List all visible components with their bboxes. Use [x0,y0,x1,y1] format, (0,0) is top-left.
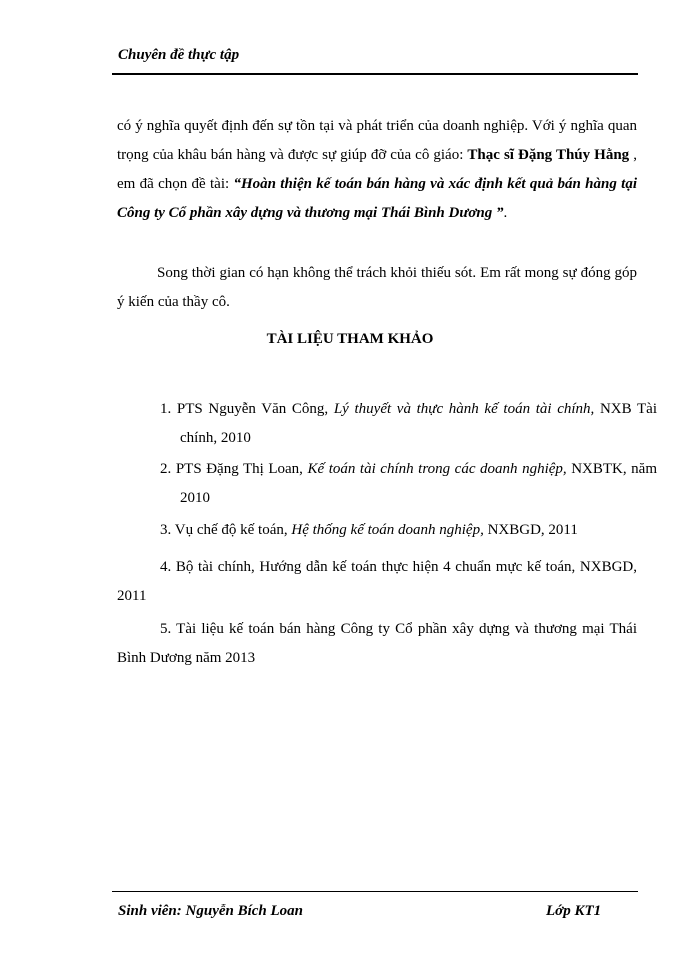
reference-item [160,516,637,545]
ref-author: PTS Nguyễn Văn Công, [176,401,334,417]
ref-text: Bộ tài chính, Hướng dẫn kế toán thực hiện 4 chuẩn mực kế toán, NXBGD, 2011 [117,559,637,604]
thesis-topic: “Hoàn thiện kế toán bán hàng và xác định kết quả bán hàng tại Công ty Cổ phần xây dựng và thương mại Thái Bình Dương ” [117,176,638,221]
p1-text-b: , em đã chọn đề tài: [117,147,637,192]
ref-title: Kế toán tài chính trong các doanh nghiệp, [307,461,567,477]
p1-text-c: . [503,205,508,221]
ref-publisher: NXB Tài chính, 2010 [180,401,657,446]
ref-text: Tài liệu kế toán bán hàng Công ty Cổ phần xây dựng và thương mại Thái Bình Dương năm 2013 [117,621,637,666]
reference-item [160,455,657,513]
reference-item [160,395,657,453]
ref-number: 2. [160,461,172,477]
ref-publisher: NXBTK, năm 2010 [180,461,658,506]
ref-number: 1. [160,401,172,417]
page-header-title: Chuyên đề thực tập [118,47,240,63]
ref-title: Hệ thống kế toán doanh nghiệp, [291,522,484,538]
teacher-name: Thạc sĩ Đặng Thúy Hằng [467,147,630,163]
references-heading: TÀI LIỆU THAM KHẢO [266,331,434,347]
ref-number: 4. [160,559,172,575]
ref-author: Vụ chế độ kế toán, [174,522,292,538]
footer-class: Lớp KT1 [546,903,602,919]
body-paragraph-2: Song thời gian có hạn không thể trách khỏi thiếu sót. Em rất mong sự đóng góp ý kiến của thầy cô. [117,265,637,310]
ref-number: 5. [160,621,172,637]
ref-author: PTS Đặng Thị Loan, [175,461,308,477]
body-paragraph-1 [117,112,637,228]
ref-title: Lý thuyết và thực hành kế toán tài chính, [333,401,595,417]
reference-item [117,553,637,611]
p1-text-a: có ý nghĩa quyết định đến sự tồn tại và phát triển của doanh nghiệp. Với ý nghĩa quan trọng của khâu bán hàng và được sự giúp đỡ của cô giáo: [117,118,637,163]
footer-student-name: Sinh viên: Nguyễn Bích Loan [118,903,304,919]
reference-item [117,615,637,673]
ref-publisher: NXBGD, 2011 [483,522,578,538]
footer-divider [112,891,638,892]
header-divider [112,73,638,75]
ref-number: 3. [160,522,172,538]
